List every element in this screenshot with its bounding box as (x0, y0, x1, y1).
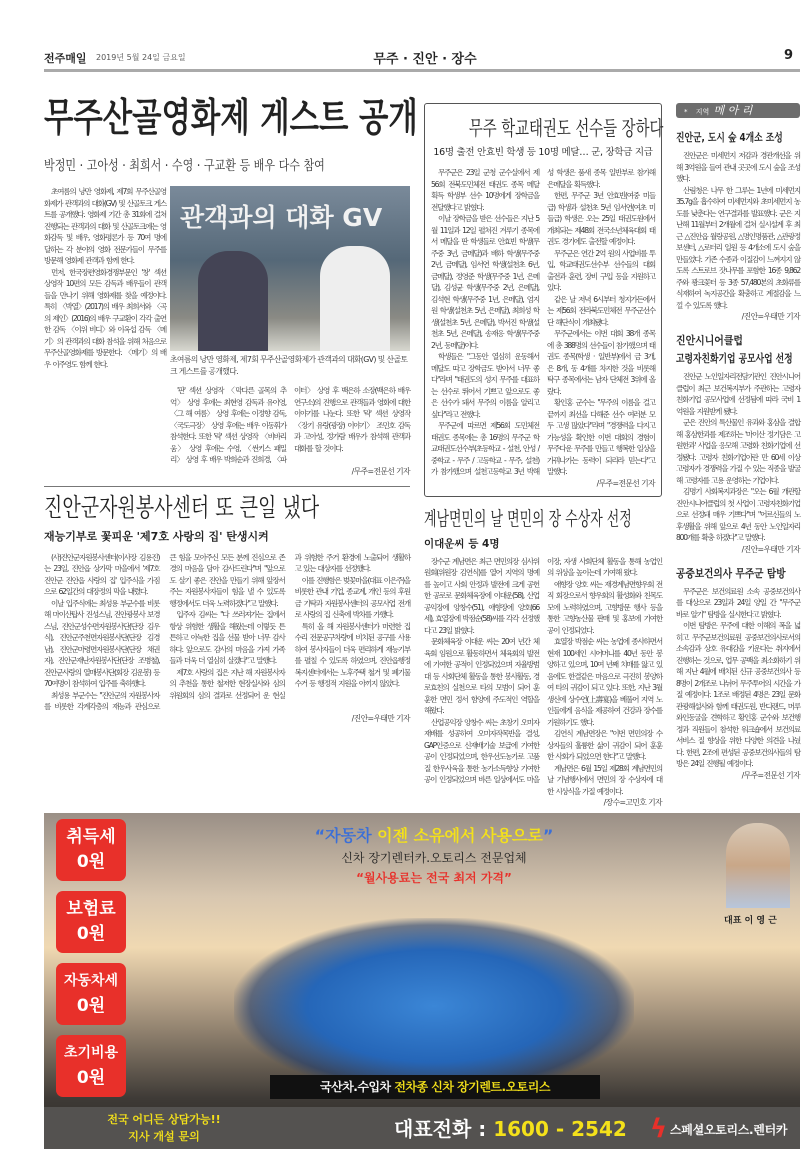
ad-consult: 전국 어디든 상담가능!! 지사 개설 문의 (107, 1113, 221, 1143)
film-body-col2: '판' 섹션 상영작 〈막다른 골목의 추억〉 상영 후에는 최현영 감독과 유이영, 〈그 해 여름〉 상영 후에는 이정향 감독, 〈국도극장〉 상영 후에는 배우 이동휘가 참석한다. 또한 '락' 섹션 상영작 〈비바리움〉 상영 후에는 수영, 〈썬키스 패밀리〉 상영 후 배우 박희순과 진희경, 〈파이터〉 상영 후 백은하 소장(백은하 배우연구소)의 진행으로 관객들과 영화에 대한 이야기를 나눈다. 또한 '락' 섹션 상영작 〈장기 유랑(광장) 이야기〉 조민호 감독과 고아성, 정가람 배우가 참석해 관객과 대화를 할 것이다. (170, 386, 410, 464)
ad-tagline: 신차 장기렌터카.오토리스 전문업체 (341, 851, 527, 865)
header-rule (44, 69, 800, 72)
sidebar-article-2-title-wrap (676, 351, 800, 367)
sidebar-article-2-byline: /진안=우태만 기자 (741, 544, 800, 554)
gyenam-body: 장수군 계남면은 최근 면민의장 심사위원회(위원장 김연식)를 열어 지역의 명예를 높이고 사회 안정과 발전에 크게 공헌한 공로로 문화체육장에 이대운(58), 산업공익장에 양창수(51), 애향장에 양호(66세), 효열장에 박점순(58)씨를 각각 선정했다고 23일 밝혔다. 문화체육장 이대운 씨는 20여 년간 체육회 임원으로 활동하면서 체육회의 발전에 기여한 공적이 인정되었으며 자율방범대 등 사회단체 활동을 통한 봉사활동, 경로효친의 실천으로 타의 모범이 되어 훈훈한 면민 정서 함양에 주도적인 역할을 해왔다. 산업공익장 양창수 씨는 초창기 오미자재배를 성공하여 오미자작목반을 결성, GAP인증으로 신재배기술 보급에 기여한 공이 인정되었으며, 한우선도농가로 고품질 한우사육을 통한 농가소득향상 기여한 공이 인정되었으며 바른 일상에서도 마을 이장, 자생 사회단체 활동을 통해 농업인의 위상을 높이는데 기여해 왔다. 애향장 양호 씨는 재경계남면향우회 전직 회장으로서 향우회의 활성화와 친목도모에 노력하였으며, 고향방문 행사 등을 통한 고향농산물 판매 및 홍보에 기여한 공이 인정되었다. 효열장 박점순 씨는 농업에 종사하면서 현재 100세인 시어머니를 40년 동안 봉양하고 있으며, 10여 년째 치매를 앓고 있음에도 한결같은 마음으로 극진히 봉양하여 타의 귀감이 되고 있다. 또한, 지난 3월 생신에 상수연(上壽宴)을 베풀어 지역 노인들에게 음식을 제공하여 건강과 장수를 기원하기도 했다. 김연식 계남면장은 "이번 면민의장 수상자들의 훌륭한 삶이 귀감이 되어 훈훈한 사회가 되었으면 한다"고 말했다. 계남면은 6월 15일 제28회 계남면민의 날 기념행사에서 면민의 장 수상자에 대한 시상식을 가질 예정이다. (424, 556, 662, 796)
film-caption: 초여름의 낭만 영화제, 제7회 무주산골영화제가 관객과의 대화(GV) 및 산골토크 게스트를 공개했다. (170, 355, 408, 376)
gyenam-headline: 계남면민의 날 면민의 장 수상자 선정 (424, 507, 632, 530)
volunteer-headline: 진안군자원봉사센터 또 큰일 냈다 (44, 492, 320, 522)
ad-badge-initial-cost: 초기비용 0원 (56, 1035, 126, 1097)
ad-badge-acquisition-tax: 취득세 0원 (56, 819, 126, 881)
taekwondo-body: 무주군은 23일 군청 군수실에서 제56회 전북도민체전 태권도 종목 메달 획득 학생부 선수 10명에게 장학금을 전달했다고 밝혔다. 이날 장학금을 받은 선수들은 지난 5월 11일과 12일 펼쳐진 겨루기 종목에서 메달을 딴 학생들로 안효빈 학생(무주중 3년, 금메달)과 배하 학생(무주중 2년, 금메달), 임서연 학생(설천초 6년, 금메달), 정영준 학생(무주중 1년, 은메달), 김성균 학생(무주중 2년, 은메달), 김석현 학생(무주중 1년, 은메달), 엄지원 학생(설천초 5년, 은메달), 최희성 학생(설천초 5년, 은메달), 박서진 학생(설천초 5년, 은메달), 송재응 학생(무주중 2년, 동메달)이다. 학생들은 "그동안 열심히 운동해서 메달도 따고 장학금도 받아서 너무 좋다"라며 "태권도의 성지 무주를 대표하는 선수로 뛰어서 기쁘고 앞으로도 좋은 선수가 돼서 무주의 이름을 알리고 싶다"라고 전했다. 무주군에 따르면 제56회 도민체전 태권도 종목에는 총 16명의 무주군 학교태권도선수부(초등학교 - 설천, 안성 / 중학교 - 무주 / 고등학교 - 무주, 설천)가 참가했으며 설천고등학교 3년 박해성 학생은 품새 종목 일반부로 참가해 은메달을 획득했다. 한편, 무주군 3년 안효빈(여중 미들급) 학생과 설천초 5년 임서연(여초 미들급) 학생은 오는 25일 태권도원에서 개최되는 제48회 전국소년체육대회 태권도 경기에도 출전할 예정이다. 무주군은 연간 2억 원의 사업비를 투입, 학교태권도선수부 선수들의 대회 출전과 훈련, 장비 구입 등을 지원하고 있다. 같은 날 저녁 6시부터 청지가든에서는 제56회 전라북도민체전 무주군선수단 해단식이 개최됐다. 무주군에서는 이번 대회 38개 종목에 총 388명의 선수들이 참가했으며 태권도 종목(학생 · 일반부)에서 금 3개, 은 8개, 동 4개를 차지한 것을 비롯해 탁구 종목에서는 남자 단체전 3위에 올랐다. 황인홍 군수는 "무주의 이름을 걸고 끝까지 최선을 다해준 선수 여러분 모두 고생 많았다"라며 "경쟁력을 다지고 가능성을 확인한 이번 대회의 경험이 무주다운 무주를 만들고 행복한 일상을 가꿔나가는 동력이 되리라 믿는다"고 말했다. (431, 168, 655, 476)
ad-price-line: “월사용료는 전국 최저 가격” (356, 871, 512, 885)
page-header (44, 0, 800, 75)
ad-phone[interactable]: 대표전화 : 1600 - 2542 (394, 1117, 627, 1141)
sidebar-article-3-title: 공중보건의사 무주군 탐방 (676, 566, 786, 580)
taekwondo-subhead: 16명 출전 안효빈 학생 등 10명 메달… 군, 장학금 지급 (433, 147, 653, 158)
issue-date: 2019년 5월 24일 금요일 (96, 53, 186, 62)
sidebar-article-3-title-wrap (676, 566, 800, 582)
ad-ceo-photo (726, 823, 790, 908)
sidebar-article-1-byline: /진안=우태만 기자 (741, 312, 800, 321)
film-byline: /무주=전문선 기자 (351, 466, 410, 476)
sidebar-article-1-title-wrap (676, 130, 800, 146)
left-column (44, 75, 418, 725)
photo-gv-text: 관객과의 대화 GV (180, 203, 383, 232)
ad-company: 스페셜오토리스.렌터카 (670, 1123, 788, 1137)
film-article (44, 186, 410, 478)
film-headline-wrap (44, 96, 418, 141)
photo-person-left (198, 251, 268, 351)
taekwondo-box (424, 103, 662, 497)
sidebar-article-1-body: 진안군은 미세먼지 저감과 경관개선을 위해 3억원을 들여 관내 곳곳에 도시 숲을 조성했다. 산림청은 나무 한 그루는 1년에 미세먼지 35.7g을 흡수하여 미세먼지와 초미세먼지 농도를 낮춘다는 연구결과를 발표했다. 군은 지난해 11월부터 2개월에 걸쳐 실시설계 후 최근 △진안읍 월랑공원, △명인명품관, △관광정보센터, △로터리 일원 등 4개소에 도시 숲을 만들었다. 기존 수종과 이질감이 느껴지지 않도록 스트로브 잣나무를 포함한 16종 9,862주와 꽝크꽃터 등 3종 57,480본의 초화류를 식재하여 녹지공간을 확충하고 계절감을 느낄 수 있도록 했다. (676, 151, 800, 310)
film-subhead: 박정민 · 고아성 · 최희서 · 수영 · 구교환 등 배우 다수 참여 (44, 158, 325, 174)
ad-badge-car-tax: 자동차세 0원 (56, 963, 126, 1025)
sidebar-article-2-kicker-wrap (676, 333, 800, 349)
sidebar-article-3-body: 무주군은 보건의료원 소속 공중보건의사를 대상으로 23일과 24일 양일 간 "무주군 바로 알기" 탐방을 실시한다고 밝혔다. 이번 탐방은 무주에 대한 이해의 폭을 넓히고 무주군보건의료원 공중보건의사로서의 소속감과 상호 유대감을 키운다는 취지에서 진행하는 것으로, 업무 공백을 최소화하기 위해 지난 4월에 배치된 신규 공중보건의사 등 8명이 2개조로 나뉘어 무주투어의 시간을 가질 예정이다. 1조로 배정된 4명은 23일 문화관광해설사와 함께 태권도원, 반디랜드, 머루와인동굴을 견학하고 황인홍 군수와 보건행정과 직원들이 참석한 워크숍에서 보건의료서비스 질 향상을 위한 다양한 의견을 나눴다. 한편, 2조에 편성된 공중보건의사들의 탐방은 24일 진행될 예정이다. (676, 586, 800, 768)
film-body-col1: 초여름의 낭만 영화제, 제7회 무주산골영화제가 관객과의 대화(GV) 및 산골토크 게스트를 공개했다. 영화제 기간 총 31회에 걸쳐 진행되는 관객과의 대화 및 산골토크에는 영화감독 및 배우, 영화평론가 등 70여 명에 달하는 각 분야의 영화 전문가들이 무주를 방문해 영화제 관객과 함께 한다. 먼저, 한국장편영화경쟁부문인 '창' 섹션 상영작 10편의 모든 감독과 배우들이 관객들을 만나기 위해 영화제를 찾을 예정이다. 특히 〈박열〉(2017)의 배우 최희서와 〈곡의 제인〉(2016)의 배우 구교환이 각각 출연한 감독 〈이위 비디〉와 이옥섭 감독 〈메기〉의 관객과의 대화 참석을 위해 처음으로 무주산골영화제를 방문한다. 〈메기〉의 배우 이주영도 함께 한다. (44, 187, 166, 369)
sidebar-article-3-byline: /무주=전문선 기자 (741, 770, 800, 780)
ad-slogan: “자동차 이젠 소유에서 사용으로” (314, 826, 554, 845)
sidebar-article-2-title: 고령자친화기업 공모사업 선정 (676, 352, 793, 365)
middle-column (424, 75, 662, 809)
volunteer-headline-wrap (44, 493, 410, 523)
volunteer-subhead: 재능기부로 꽃피운 '제7호 사랑의 집' 탄생시켜 (44, 529, 269, 543)
sidebar (676, 75, 800, 782)
main-content (44, 75, 800, 809)
film-right (170, 186, 410, 478)
photo-person-right (320, 246, 390, 351)
film-headline: 무주산골영화제 게스트 공개 (44, 96, 418, 141)
film-photo (170, 186, 410, 351)
taekwondo-headline-wrap (431, 116, 664, 140)
taekwondo-headline: 무주 학교태권도 선수들 장하다 (468, 116, 664, 140)
taekwondo-byline: /무주=전문선 기자 (596, 478, 655, 488)
gyenam-subhead: 이대운씨 등 4명 (424, 537, 500, 550)
sidebar-article-2-kicker: 진안시니어클럽 (676, 334, 743, 347)
section-divider (44, 486, 410, 487)
ad-strip: 국산차.수입차 전차종 신차 장기렌트.오토리스 (270, 1075, 600, 1099)
sidebar-article-2-body: 진안군 노인일자리전담기관인 진안시니어클럽이 최근 보건복지부가 주관하는 고령자친화기업 공모사업에 선정됨에 따라 국비 1억원을 지원받게 됐다. 군은 진안의 특산물인 유과와 홍삼을 결합해 홍삼한과를 제조하는 '마이산 정기담은 고원한과' 사업을 응모해 고령화 친화기업에 선정됐다. 고령자 친화기업이란 만 60세 이상 고령자가 경쟁력을 가질 수 있는 직종을 발굴해 고령자를 고용 운영하는 기업이다. 김명기 사회복지과장은 "오는 6월 개관할 진안시니어클럽의 첫 사업이 고령자친화기업으로 선정돼 매우 기쁘다"며 "어르신들의 노후생활을 위해 앞으로 4년 동안 노인일자리 800개를 확충 하겠다"고 말했다. (676, 372, 800, 542)
gyenam-headline-wrap (424, 507, 662, 531)
ad-lightning-logo-icon: ϟ (650, 1114, 668, 1144)
page-number: 9 (784, 48, 794, 63)
section-title: 무주 · 진안 · 장수 (373, 52, 477, 67)
star-icon: * (684, 108, 688, 116)
newspaper-name: 전주매일 (44, 52, 87, 65)
sidebar-banner: * 지역 메 아 리 (676, 103, 800, 118)
gyenam-byline: /장수=고민호 기자 (603, 798, 662, 807)
advertisement[interactable] (44, 813, 800, 1149)
volunteer-byline: /진안=우태만 기자 (351, 713, 410, 723)
ad-car-image (234, 918, 634, 1078)
ad-badge-insurance: 보험료 0원 (56, 891, 126, 953)
ad-ceo-name: 대표 이 영 근 (724, 916, 777, 926)
sidebar-article-1-title: 진안군, 도시 숲 4개소 조성 (676, 131, 783, 144)
film-subhead-wrap (44, 155, 410, 172)
volunteer-body: (사)진안군자원봉사센터(이사장 김용진)는 23일, 진안읍 상가막 마을에서 '제7호 진안군 진안읍 사랑의 집' 입주식을 가짐으로 62일간의 대장정의 막을 내렸다. 이날 입주식에는 최성용 부군수를 비롯해 마이산탑사 진성스님, 진안광봉사 보경스님, 진안군성수면자원봉사단(단장 김우식), 진안군주천면자원봉사단(단장 김경남), 진안군마령면자원봉사단(단장 채권자), 진안군재난자원봉사단(단장 조병철), 진안군사랑의 열매봉사단(회장 김운봉) 등 70여명이 참석하여 입주를 축하했다. 최성용 부군수는 "진안군의 자원봉사자를 비롯한 각계각층의 재능과 관심으로 큰 힘을 모아주신 모든 분께 진심으로 존경의 마음을 담아 감사드린다"며 "앞으로도 살기 좋은 진안을 만들기 위해 앞장서 주는 자원봉사자들이 힘을 낼 수 있도록 행정에서도 더욱 노력하겠다"고 말했다. 입주자 김씨는 "다 쓰러져가는 집에서 항상 위험한 생활을 해왔는데 이렇듯 튼튼하고 아늑한 집을 선물 받아 너무 감사하다. 앞으로도 감사의 마음을 가져 가족들과 더욱 더 열심히 살겠다"고 말했다. 제7호 사랑의 집은 지난 해 자원봉사자의 추천을 통한 철저한 현장실사와 심의위원회의 심의 결과로 선정되어 운 현실과 위험한 주거 환경에 노출되어 생활하고 있는 대상자를 선정했다. 이를 진행함은 벚꽃마을(대표 이은주)을 비롯한 관내 기업, 종교계, 개인 등의 후원금 기탁과 자원봉사센터의 공모사업 전개로 사랑의 집 신축에 박차를 가했다. 특히 올 해 자원봉사센터가 마련한 집수리 전문공구차량에 비치된 공구를 사용하여 봉사자들이 더욱 편리하게 재능기부를 펼칠 수 있도록 하였으며, 진안읍행정복지센터에서는 노후주택 철거 및 폐기물 수거 등 행정적 지원을 아끼지 않았다. (44, 552, 410, 711)
